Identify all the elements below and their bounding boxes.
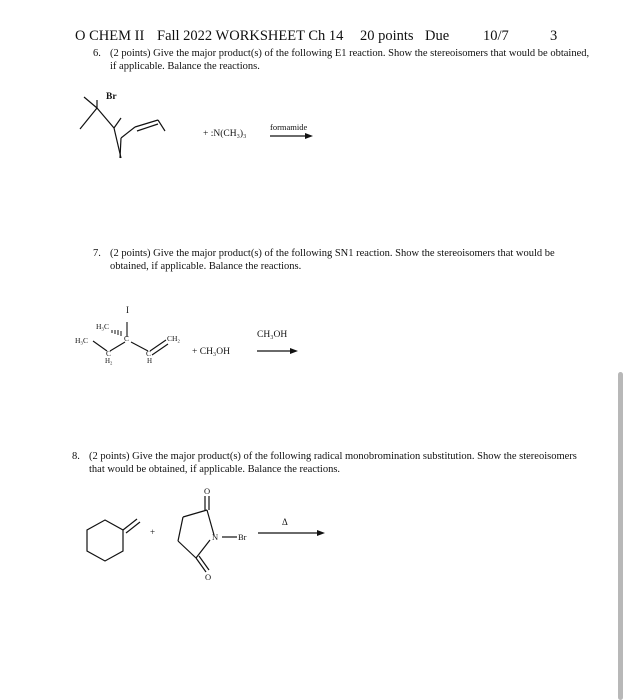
h-label: H	[147, 357, 153, 365]
question-text: (2 points) Give the major product(s) of the following SN1 reaction. Show the stereoisomers that would be obtained, if applicable. Balance the reactions.	[110, 248, 555, 272]
due-label: Due	[425, 28, 450, 44]
plus-sign: +	[150, 527, 156, 537]
oxygen-label: O	[204, 486, 211, 496]
question-number: 8.	[72, 451, 80, 462]
arrow-label-methanol: CH₃OH	[257, 330, 288, 340]
h2-label: H₂	[105, 357, 113, 365]
nitrogen-label: N	[212, 532, 219, 542]
carbon-label: C	[106, 349, 112, 358]
points-total: 20 points	[360, 28, 414, 44]
question-text: (2 points) Give the major product(s) of the following radical monobromination substitution. Show the stereoisomers that would be obtained, if applicable. Balance the reactions.	[89, 451, 577, 475]
carbon-label: C	[124, 334, 130, 343]
succinimide-ring	[178, 496, 237, 572]
methyl-label: H₃C	[75, 336, 89, 345]
question-number: 6.	[93, 48, 101, 59]
ch2-label: CH₂	[167, 334, 181, 343]
question-number: 7.	[93, 248, 101, 259]
iodine-label: I	[126, 305, 129, 315]
course-title: O CHEM II	[75, 28, 145, 44]
cyclohexane-ring	[87, 520, 123, 561]
question-text: (2 points) Give the major product(s) of the following E1 reaction. Show the stereoisomers that would be obtained, if applicable. Balance the reactions.	[110, 48, 590, 72]
oxygen-label: O	[205, 572, 212, 582]
worksheet-term: Fall 2022 WORKSHEET Ch 14	[157, 28, 344, 44]
reagent-methanol: + CH₃OH	[192, 347, 230, 357]
bromine-label: Br	[238, 532, 247, 542]
reagent-trimethylamine: + :N(CH₃)₃	[203, 129, 247, 139]
vertical-scrollbar[interactable]	[618, 372, 623, 700]
leaving-group-br: Br	[106, 92, 117, 102]
page-number: 3	[550, 28, 558, 44]
double-bond	[126, 522, 140, 533]
due-date: 10/7	[483, 28, 509, 44]
arrowhead	[317, 530, 325, 536]
methyl-label: H₃C	[96, 322, 110, 331]
arrow-label-heat: Δ	[282, 517, 288, 527]
carbon-label: C	[146, 349, 152, 358]
double-bond	[123, 519, 137, 530]
arrow-label-formamide: formamide	[270, 122, 308, 132]
